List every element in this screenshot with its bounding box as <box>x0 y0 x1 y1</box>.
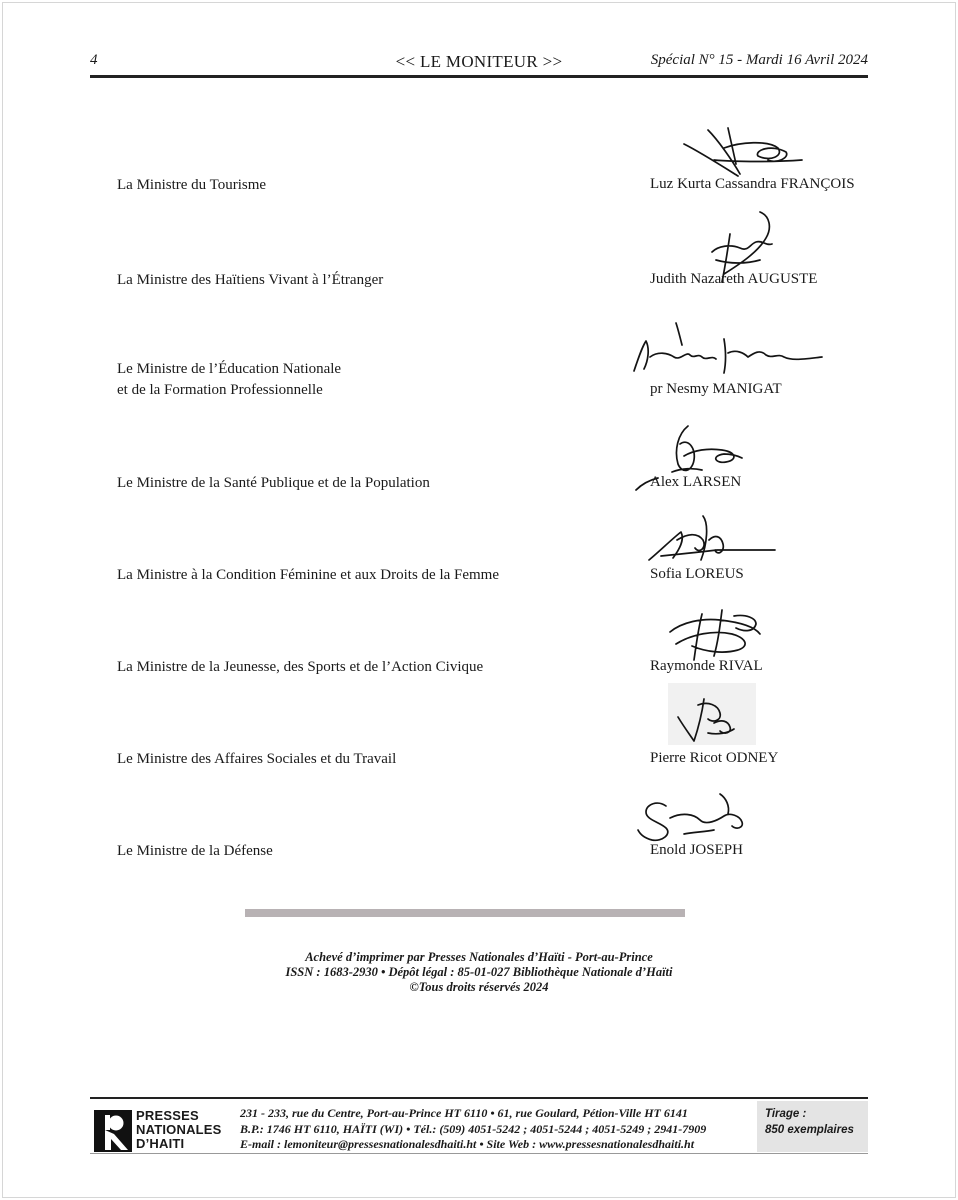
issue-date: Spécial N° 15 - Mardi 16 Avril 2024 <box>650 52 868 68</box>
ministry-title: La Ministre du Tourisme <box>117 177 267 193</box>
ministry-title: La Ministre à la Condition Féminine et aux Droits de la Femme <box>117 567 500 583</box>
header-rule <box>90 75 868 78</box>
signatory-row <box>0 510 958 590</box>
signer-name: Alex LARSEN <box>650 474 742 490</box>
ministry-title: Le Ministre de la Santé Publique et de la Population <box>117 475 430 491</box>
tirage-label: Tirage : <box>765 1108 807 1120</box>
signer-name: Sofia LOREUS <box>650 566 744 582</box>
signer-name: Raymonde RIVAL <box>650 658 763 674</box>
handwritten-signature <box>628 319 828 379</box>
signer-name: Luz Kurta Cassandra FRANÇOIS <box>650 176 855 192</box>
print-run-box <box>757 1101 868 1152</box>
presses-nationales-logo-icon <box>94 1110 132 1152</box>
printer-line: Achevé d’imprimer par Presses Nationales d’Haïti - Port-au-Prince <box>305 950 653 964</box>
presses-nationales-logo <box>94 1110 234 1152</box>
colophon <box>0 950 958 995</box>
signer-name: pr Nesmy MANIGAT <box>650 381 782 397</box>
tirage-value: 850 exemplaires <box>765 1124 854 1136</box>
handwritten-signature <box>662 604 767 664</box>
issn-line: ISSN : 1683-2930 • Dépôt légal : 85-01-027 Bibliothèque Nationale d’Haïti <box>285 965 673 979</box>
handwritten-signature <box>632 790 757 850</box>
copyright-line: ©Tous droits réservés 2024 <box>409 980 549 994</box>
signer-name: Judith Nazareth AUGUSTE <box>650 271 818 287</box>
signatory-row <box>0 602 958 682</box>
signatory-row <box>0 210 958 290</box>
address-line: 231 - 233, rue du Centre, Port-au-Prince HT 6110 • 61, rue Goulard, Pétion-Ville HT 6141 <box>240 1106 688 1120</box>
footer-bottom-rule <box>90 1153 868 1154</box>
journal-title: << LE MONITEUR >> <box>395 52 563 71</box>
ministry-title: La Ministre de la Jeunesse, des Sports et de l’Action Civique <box>117 659 484 675</box>
signatory-row <box>0 420 958 500</box>
handwritten-signature <box>668 683 756 745</box>
signer-name: Enold JOSEPH <box>650 842 743 858</box>
publisher-address <box>240 1106 706 1153</box>
footer-rule <box>90 1097 868 1099</box>
contact-line: E-mail : lemoniteur@pressesnationalesdhaiti.ht • Site Web : www.pressesnationalesdhaiti.ht <box>240 1137 695 1151</box>
ministry-title: Le Ministre des Affaires Sociales et du Travail <box>117 751 397 767</box>
logo-wordmark: PRESSES NATIONALES D’HAITI <box>136 1108 222 1151</box>
ministry-title: Le Ministre de la Défense <box>117 843 273 859</box>
separator-bar <box>245 909 685 917</box>
phone-line: B.P.: 1746 HT 6110, HAÏTI (WI) • Tél.: (509) 4051-5242 ; 4051-5244 ; 4051-5249 ; 2941-7909 <box>240 1121 707 1136</box>
signer-name: Pierre Ricot ODNEY <box>650 750 779 766</box>
ministry-title: Le Ministre de l’Éducation Nationale et de la Formation Professionnelle <box>117 361 342 398</box>
page-number: 4 <box>90 52 98 68</box>
signatory-row <box>0 786 958 866</box>
page-header <box>90 52 868 74</box>
signatory-row <box>0 315 958 398</box>
signatory-row <box>0 120 958 200</box>
handwritten-signature <box>645 510 780 565</box>
ministry-title: La Ministre des Haïtiens Vivant à l’Étranger <box>117 272 384 288</box>
signatory-row <box>0 683 958 767</box>
